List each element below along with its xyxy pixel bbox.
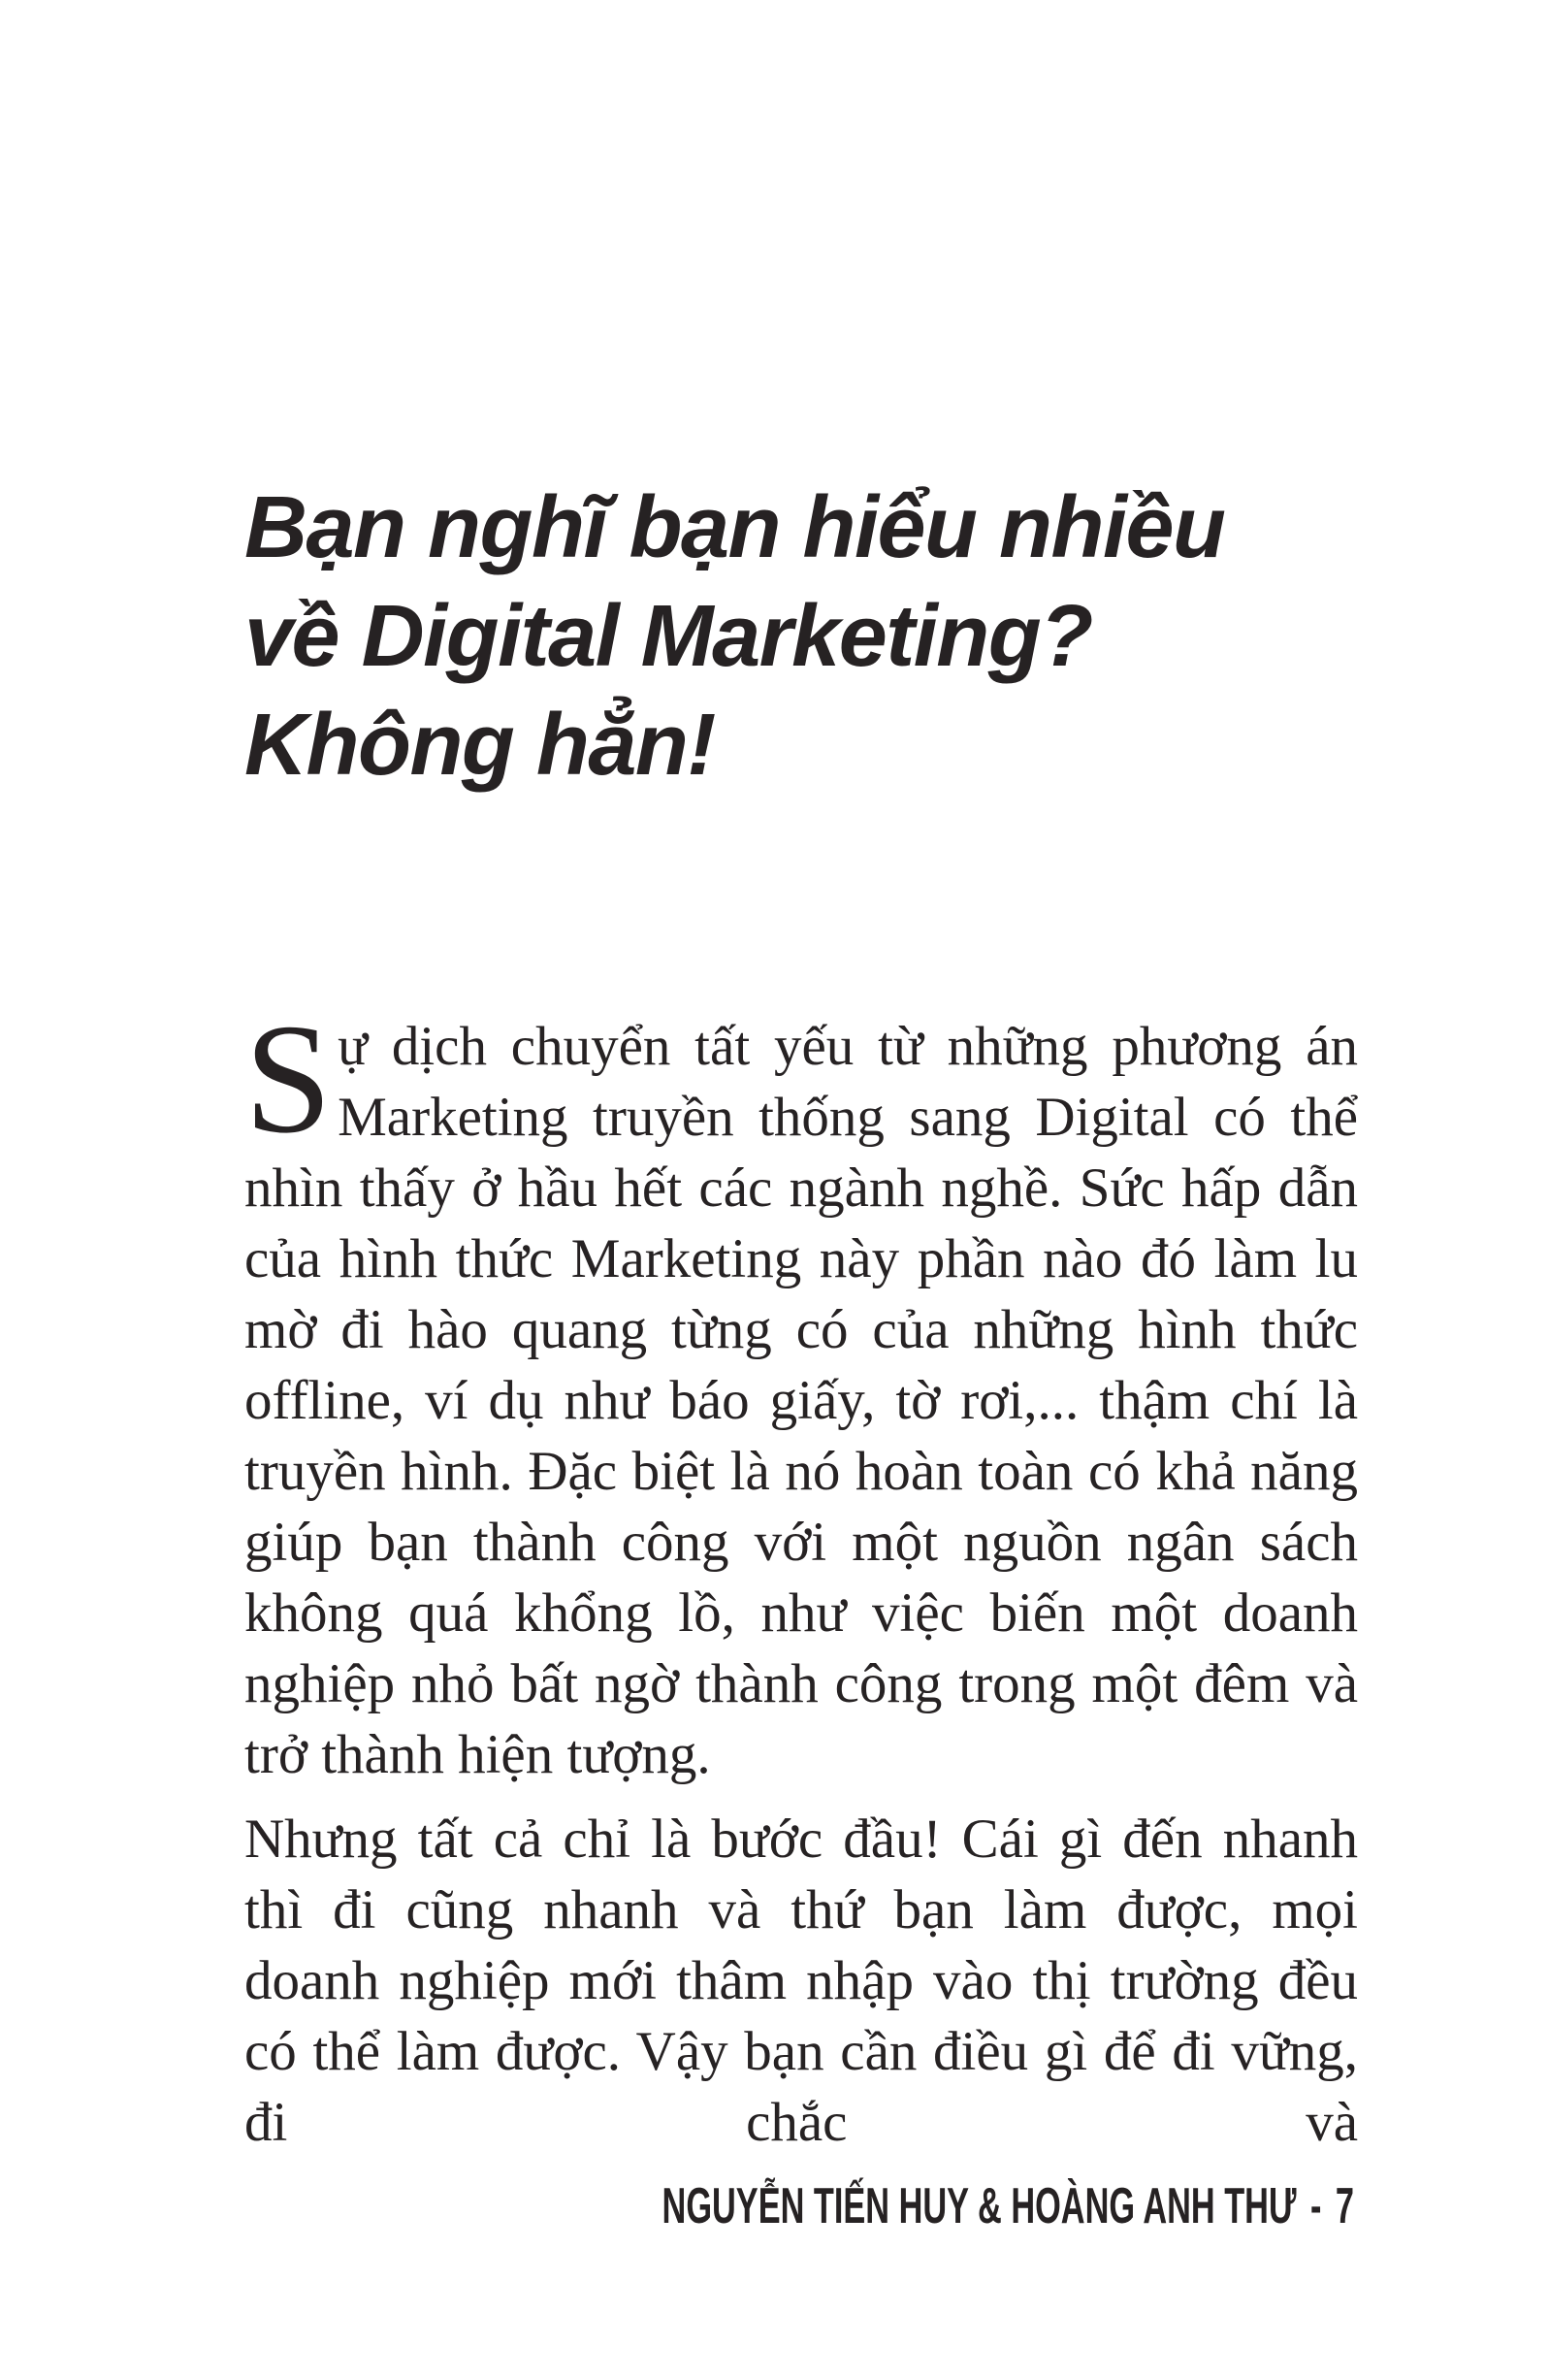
paragraph-1-text: ự dịch chuyển tất yếu từ những phương án Marketing truyền thống sang Digital có thể nhìn thấy ở hầu hết các ngành nghề. Sức hấp dẫn của hình thức Marketing này phần nào đó làm lu mờ đi hào quang từng có của những hình thức offline, ví dụ như báo giấy, tờ rơi,... thậm chí là truyền hình. Đặc biệt là nó hoàn toàn có khả năng giúp bạn thành công với một nguồn ngân sách không quá khổng lồ, như việc biến một doanh nghiệp nhỏ bất ngờ thành công trong một đêm và trở thành hiện tượng.	[244, 1016, 1358, 1785]
chapter-title	[244, 0, 1358, 799]
page-content	[244, 0, 1358, 2158]
page-footer	[662, 2177, 1354, 2235]
footer-separator: -	[1309, 2178, 1322, 2234]
page-number: 7	[1335, 2178, 1354, 2234]
chapter-title-line-3: Không hẳn!	[244, 697, 715, 794]
paragraph-2: Nhưng tất cả chỉ là bước đầu! Cái gì đến nhanh thì đi cũng nhanh và thứ bạn làm được, mọi doanh nghiệp mới thâm nhập vào thị trường đều có thể làm được. Vậy bạn cần điều gì để đi vững, đi chắc và	[244, 1809, 1358, 2153]
drop-cap-letter: S	[244, 993, 333, 1166]
footer-authors: NGUYỄN TIẾN HUY & HOÀNG ANH THƯ	[662, 2178, 1297, 2234]
chapter-title-line-1: Bạn nghĩ bạn hiểu nhiều	[244, 479, 1225, 576]
paragraph-1	[244, 993, 1358, 1790]
chapter-title-line-2: về Digital Marketing?	[244, 588, 1092, 685]
